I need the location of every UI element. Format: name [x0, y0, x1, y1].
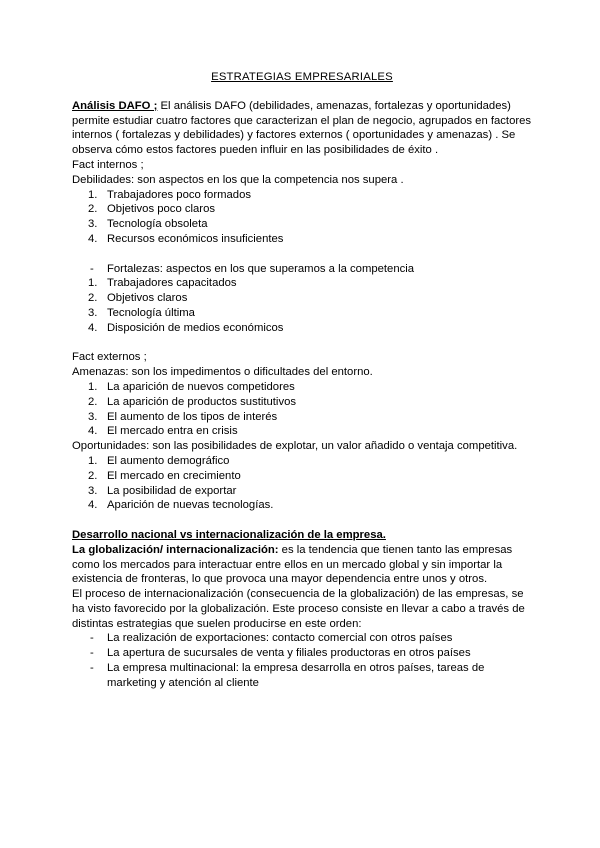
fortalezas-list — [72, 276, 532, 335]
dafo-heading: Análisis DAFO ; — [72, 99, 158, 112]
globalizacion-term: La globalización/ internacionalización: — [72, 543, 279, 556]
globalizacion-paragraph — [72, 543, 532, 587]
list-item: 4. Recursos económicos insuficientes — [88, 232, 284, 245]
fortalezas-header — [72, 262, 532, 277]
dafo-intro: El análisis DAFO (debilidades, amenazas, fortalezas y oportunidades) permite estudiar cuatro factores que caracterizan el plan de negocio, agrupados en factores internos ( fortalezas y debilidades) y factores externos ( oportunidades y amenazas) . Se observa cómo estos factores pueden influir en las posibilidades de éxito . — [72, 99, 532, 157]
list-item: - La apertura de sucursales de venta y filiales productoras en otros países — [90, 647, 471, 660]
desarrollo-heading: Desarrollo nacional vs internacionalización de la empresa. — [72, 528, 386, 541]
list-item: 3. Tecnología última — [88, 306, 195, 319]
list-item: 2. Objetivos poco claros — [88, 203, 215, 216]
list-item: - La realización de exportaciones: contacto comercial con otros países — [90, 632, 453, 645]
list-item: 1. El aumento demográfico — [88, 454, 230, 467]
debilidades-label: Debilidades: son aspectos en los que la competencia nos supera . — [72, 173, 404, 186]
document-page — [72, 70, 532, 691]
internos-label: Fact internos ; — [72, 158, 144, 171]
list-item: 4. El mercado entra en crisis — [88, 425, 238, 438]
amenazas-label: Amenazas: son los impedimentos o dificultades del entorno. — [72, 366, 373, 379]
dafo-intro-paragraph — [72, 99, 532, 158]
list-item: 3. El aumento de los tipos de interés — [88, 410, 278, 423]
oportunidades-label: Oportunidades: son las posibilidades de explotar, un valor añadido o ventaja competitiva. — [72, 440, 518, 453]
amenazas-list — [72, 380, 532, 439]
document-title: ESTRATEGIAS EMPRESARIALES — [211, 71, 393, 83]
list-item: 2. Objetivos claros — [88, 292, 188, 305]
globalizacion-text: es la tendencia que tienen tanto las empresas como los mercados para interactuar entre ellos en un mercado global y sin importar la existencia de fronteras, lo que provoca una mayor dependencia entre unos y otros. — [72, 543, 513, 586]
list-item: 2. El mercado en crecimiento — [88, 469, 241, 482]
list-item: 3. Tecnología obsoleta — [88, 218, 208, 231]
fortalezas-label: - Fortalezas: aspectos en los que superamos a la competencia — [90, 262, 415, 275]
list-item: 3. La posibilidad de exportar — [88, 484, 237, 497]
list-item: 1. La aparición de nuevos competidores — [88, 380, 295, 393]
proceso-paragraph: El proceso de internacionalización (consecuencia de la globalización) de las empresas, se ha visto favorecido por la globalización. Este proceso consiste en llevar a cabo a través de distintas estrategias que suelen producirse en este orden: — [72, 588, 525, 630]
list-item: 1. Trabajadores capacitados — [88, 277, 237, 290]
list-item: 2. La aparición de productos sustitutivos — [88, 395, 297, 408]
debilidades-list — [72, 188, 532, 247]
list-item: 4. Aparición de nuevas tecnologías. — [88, 499, 274, 512]
externos-label: Fact externos ; — [72, 351, 147, 364]
list-item: 4. Disposición de medios económicos — [88, 321, 284, 334]
oportunidades-list — [72, 454, 532, 513]
list-item: - La empresa multinacional: la empresa desarrolla en otros países, tareas de marketing y atención al cliente — [90, 662, 485, 689]
list-item: 1. Trabajadores poco formados — [88, 188, 252, 201]
estrategias-list — [72, 631, 532, 690]
